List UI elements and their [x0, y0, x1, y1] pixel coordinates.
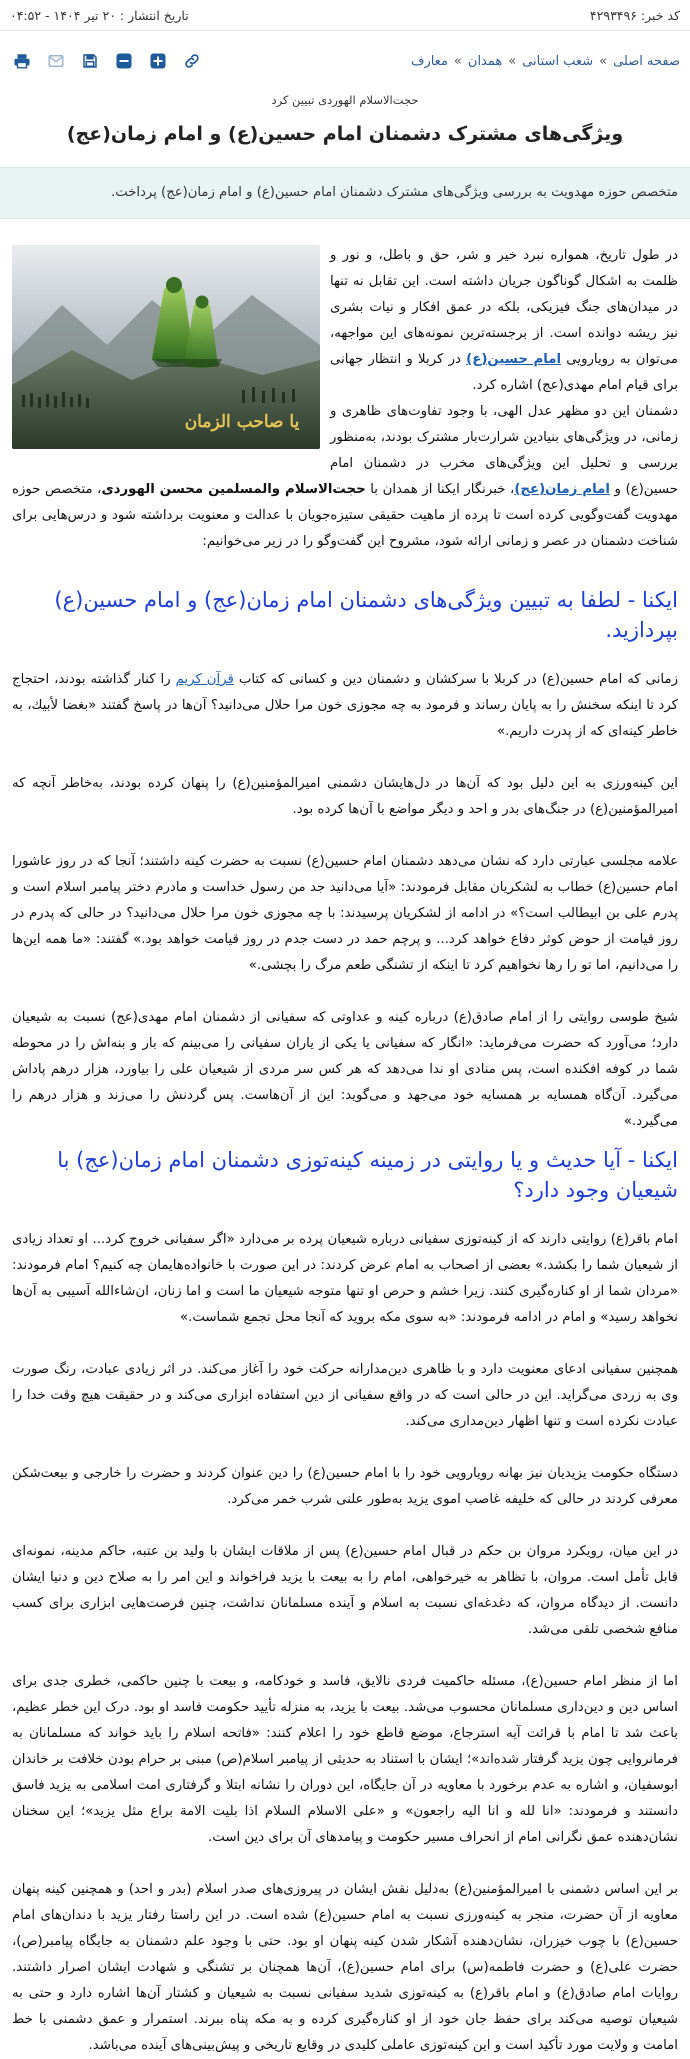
paragraph-5: علامه مجلسی عبارتی دارد که نشان می‌دهد دشمنان امام حسین(ع) نسبت به حضرت کینه داشتند؛ آنجا که در روز عاشورا امام حسین(ع) خطاب به لشکریان مقابل فرمودند: «آیا می‌دانید جد من رسول خداست و مادرم دختر پیامبر اسلام است و پدرم علی بن ابیطالب است؟» در ادامه از لشکریان پرسیدند: با چه مجوزی خون مرا حلال می‌دانید؟ در حالی که پدرم در روز قیامت از حوض کوثر دفاع خواهد کرد... و پرچم حمد در دست جدم در روز قیامت خواهد بود.» گفتند: «ما همه این‌ها را می‌دانیم، اما تو را رها نخواهیم کرد تا اینکه از تشنگی طعم مرگ را بچشی.» [12, 854, 678, 973]
breadcrumb-home[interactable]: صفحه اصلی [613, 53, 680, 69]
paragraph-7: امام باقر(ع) روایتی دارند که از کینه‌توزی سفیانی درباره شیعیان پرده بر می‌دارد «اگر سفیانی خروج کرد... او تعداد زیادی از شیعیان شما را بکشد.» بعضی از اصحاب به امام عرض کردند: در این صورت با خانواده‌هایمان چه کنیم؟ امام فرمودند: «مردان شما از او کناره‌گیری کنند. زیرا خشم و حرص او تنها متوجه شیعیان ما است و اما زنان، ان‌شاءالله آسیبی به آن‌ها نخواهد رسید» و امام در ادامه فرمودند: «به سوی مکه بروید که آنجا محل تجمع شماست.» [12, 1232, 678, 1325]
breadcrumb-maaref[interactable]: معارف [410, 53, 448, 69]
paragraph-2-text-end: ، متخصص حوزه مهدویت گفت‌وگویی کرده است تا پرده از ماهیت حقیقی ستیزه‌جویان با عدالت و معنویت برداشته شود و درس‌هایی برای شناخت دشمنان در عصر و زمانی ارائه شود، مشروح این گفت‌وگو را در زیر می‌خوانیم: [12, 482, 678, 549]
tag-link-imam-zaman[interactable]: امام زمان(عج) [514, 482, 610, 497]
breadcrumb-provincial[interactable]: شعب استانی [522, 53, 594, 69]
breadcrumb [411, 54, 680, 69]
zoom-in-icon[interactable] [146, 49, 170, 73]
paragraph-8: همچنین سفیانی ادعای معنویت دارد و با ظاهری دین‌مدارانه حرکت خود را آغاز می‌کند. در اثر زیادی عبادت، رنگ صورت وی به زردی می‌گراید. این در حالی است که در واقع سفیانی از دین استفاده ابزاری می‌کند و در حقیقت هیچ وقت خدا را عبادت نکرده است و تنها اظهار دین‌مداری می‌کند. [12, 1362, 678, 1429]
paragraph-2-text: دشمنان این دو مظهر عدل الهی، با وجود تفاوت‌های ظاهری و زمانی، در ویژگی‌های بنیادین شرارت‌بار مشترک بودند، به‌منظور بررسی و تحلیل این ویژگی‌های مخرب در دشمنان امام حسین(ع) و [330, 404, 678, 497]
interview-question-2: ایکنا - آیا حدیث و یا روایتی در زمینه کینه‌توزی دشمنان امام زمان(عج) با شیعیان وجود دارد؟ [57, 1148, 678, 1202]
paragraph-4: این کینه‌ورزی به این دلیل بود که آن‌ها در دل‌هایشان دشمنی امیرالمؤمنین(ع) را پنهان کرده بودند، به‌خاطر آنچه که امیرالمؤمنین(ع) در جنگ‌های بدر و احد و دیگر مواضع با آن‌ها کرده بود. [12, 776, 678, 817]
article-meta-bar [0, 0, 690, 31]
email-icon[interactable] [44, 49, 68, 73]
save-icon[interactable] [78, 49, 102, 73]
tag-link-imam-hossein[interactable]: امام حسین(ع) [466, 352, 562, 367]
paragraph-1-text-end: در کربلا و انتظار جهانی برای قیام امام مهدی(عج) اشاره کرد. [330, 352, 678, 393]
link-icon[interactable] [180, 49, 204, 73]
paragraph-2-text-mid: ، خبرنگار ایکنا از همدان با [365, 482, 515, 497]
paragraph-3-text-end: را کنار گذاشته بودند، احتجاج کرد تا اینکه سخنش را به پایان رساند و فرمود به چه مجوزی خون مرا حلال می‌دانید؟ آن‌ها در پاسخ گفتند «بغضا لأبیك، به خاطر کینه‌ای که از پدرت داریم.» [12, 672, 678, 739]
breadcrumb-hamedan[interactable]: همدان [467, 53, 503, 69]
zoom-out-icon[interactable] [112, 49, 136, 73]
breadcrumb-separator: » [599, 53, 608, 69]
image-calligraphy: یا صاحب الزمان [184, 412, 300, 432]
paragraph-11: اما از منظر امام حسین(ع)، مسئله حاکمیت فردی نالایق، فاسد و خودکامه، و بیعت با چنین حاکمی، خطری جدی برای اساس دین و دین‌داری مسلمانان محسوب می‌شد. بیعت با یزید، به منزله تأیید حکومت فاسد او بود. درک این خطر عظیم، باعث شد تا امام با قرائت آیه استرجاع، موضع قاطع خود را اعلام کنند: «فاتحه اسلام را باید خواند که مسلمانان به فرمانروایی چون یزید گرفتار شده‌اند»؛ ایشان با استناد به حدیثی از پیامبر اسلام(ص) مبنی بر حرام بودن خلافت بر خاندان ابوسفیان، و اشاره به عدم برخورد با معاویه در آن جایگاه، این دوران را نشانه ابتلا و گرفتاری امت اسلامی به یزید فاسق دانستند و فرمودند: «انا لله و انا الیه راجعون» و «علی الاسلام السلام اذا بلیت الامة براع مثل یزید»؛ این سخنان نشان‌دهنده عمق نگرانی امام از انحراف مسیر حکومت و پیامدهای آن برای دین است. [12, 1674, 678, 1845]
paragraph-3 [12, 667, 678, 745]
interviewee-name: حجت‌الاسلام والمسلمین محسن الهوردی [101, 482, 366, 497]
breadcrumb-separator: » [453, 53, 462, 69]
paragraph-9: دستگاه حکومت یزیدیان نیز بهانه رویارویی خود را با امام حسین(ع) را دین عنوان کردند و حضرت را خارجی و بیعت‌شکن معرفی کردند در حالی که خلیفه غاصب اموی یزید به‌طور علنی شرب خمر می‌کرد. [12, 1466, 678, 1507]
paragraph-3-text: زمانی که امام حسین(ع) در کربلا با سرکشان و دشمنان دین و کسانی که کتاب [233, 672, 678, 687]
breadcrumb-separator: » [508, 53, 517, 69]
tag-link-quran[interactable]: قرآن کریم [175, 672, 234, 687]
publish-date: تاریخ انتشار : ۲۰ تیر ۱۴۰۴ - ۰۴:۵۲ [10, 7, 189, 23]
paragraph-1-text: در طول تاریخ، همواره نبرد خیر و شر، حق و باطل، و نور و ظلمت به اشکال گوناگون جریان داشته است. این تقابل نه تنها در میدان‌های جنگ فیزیکی، بلکه در عمق افکار و نیات بشری نیز ریشه دوانده است. از برجسته‌ترین نمونه‌های این مواجهه، می‌توان به رویارویی [330, 248, 679, 367]
news-code: کد خبر: ۴۲۹۳۴۹۶ [589, 7, 680, 23]
paragraph-6: شیخ طوسی روایتی را از امام صادق(ع) درباره کینه و عداوتی که سفیانی از دشمنان امام مهدی(عج) نسبت به شیعیان دارد؛ می‌آورد که حضرت می‌فرماید: «انگار که سفیانی یا یکی از یاران سفیانی را می‌بینم که بار و بنه‌اش را در محوطه شما در کوفه افکنده است، پس منادی او ندا می‌دهد که هر کس سر مردی از شیعیان علی را بیاورد، هزار درهم پاداش می‌گیرد. آن‌گاه همسایه بر همسایه خود می‌جهد و می‌گوید: این از آن‌هاست. پس گردنش را می‌زند و هزار درهم را می‌گیرد.» [12, 1010, 678, 1129]
article-title: ویژگی‌های مشترک دشمنان امام حسین(ع) و امام زمان(عج) [66, 123, 624, 145]
article-image[interactable] [12, 245, 320, 449]
paragraph-10: در این میان، رویکرد مروان بن حکم در قبال امام حسین(ع) پس از ملاقات ایشان با ولید بن عتبه، حاکم مدینه، نمونه‌ای قابل تأمل است. مروان، با تظاهر به خیرخواهی، امام را به بیعت با یزید فراخواند و این امر را به صلاح دین و دنیا ایشان دانست. از دیدگاه مروان، که دغدغه‌ای نسبت به اسلام و آینده مسلمانان نداشت، چنین فرصت‌هایی ابزاری برای کسب منافع شخصی تلقی می‌شد. [12, 1544, 678, 1637]
print-icon[interactable] [10, 49, 34, 73]
article-supertitle: حجت‌الاسلام الهوردی تبیین کرد [271, 93, 419, 107]
article-toolbar [10, 49, 204, 73]
paragraph-12: بر این اساس دشمنی با امیرالمؤمنین(ع) به‌دلیل نقش ایشان در پیروزی‌های صدر اسلام (بدر و احد) و همچنین کینه پنهان معاویه از آن حضرت، منجر به کینه‌ورزی نسبت به امام حسین(ع) شده است. در این راستا رفتار یزید با دندان‌های امام حسین(ع) با چوب خیزران، نشان‌دهنده آشکار شدن کینه پنهان او بود. حتی با وجود علم دشمنان به جایگاه پیامبر(ص)، حضرت علی(ع) و حضرت فاطمه(س) برای امام حسین(ع)، آن‌ها همچنان بر تشنگی و شهادت ایشان اصرار داشتند. روایات امام صادق(ع) و امام باقر(ع) به کینه‌توزی شدید سفیانی نسبت به شیعیان و کشتار آن‌ها اشاره دارد و حتی به شیعیان توصیه می‌کند برای حفظ جان خود از او کناره‌گیری کرده و به مکه پناه ببرند. استمرار و عمق دشمنی با خط امامت و ولایت مورد تأکید است و این کینه‌توزی عاملی کلیدی در وقایع تاریخی و پیش‌بینی‌های آینده می‌باشد. [12, 1882, 678, 2053]
interview-question-1: ایکنا - لطفا به تبیین ویژگی‌های دشمنان امام زمان(عج) و امام حسین(ع) بپردازید. [54, 588, 678, 642]
article-body [0, 219, 690, 2059]
nav-row [0, 39, 690, 83]
article-lead: متخصص حوزه مهدویت به بررسی ویژگی‌های مشترک دشمنان امام حسین(ع) و امام زمان(عج) پرداخت. [0, 167, 690, 219]
